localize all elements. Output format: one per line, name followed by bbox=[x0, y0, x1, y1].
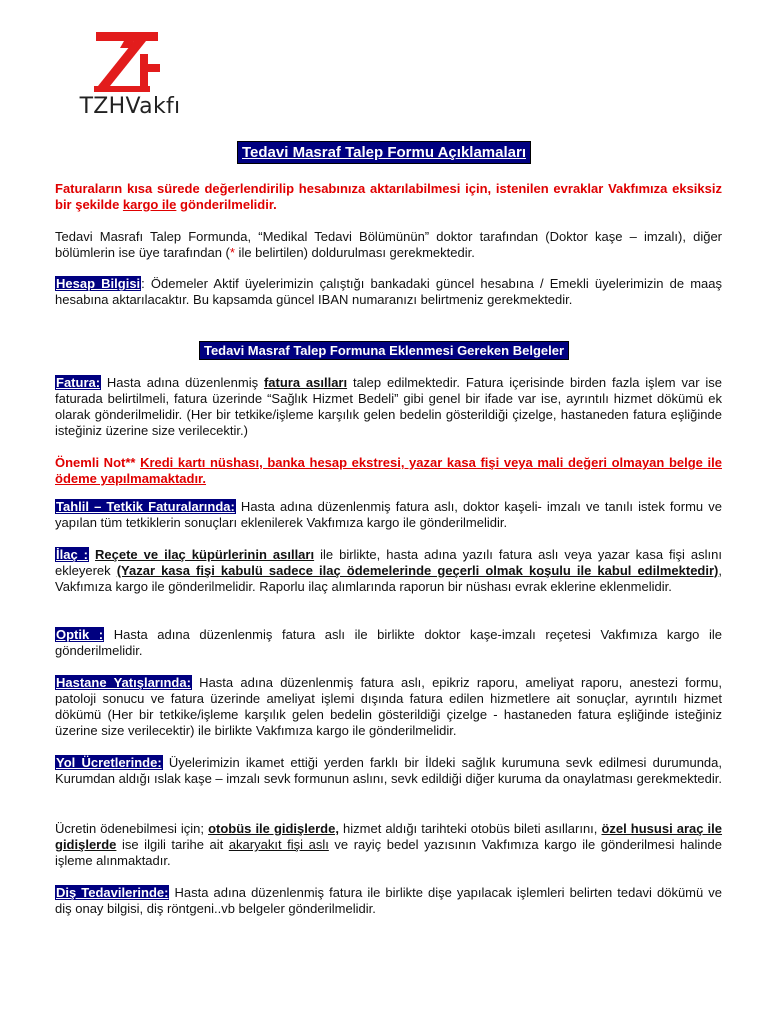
intro-warning: Faturaların kısa sürede değerlendirilip hesabınıza aktarılabilmesi için, istenilen evraklar Vakfımıza eksiksiz bir şekilde kargo ile gönderilmelidir. bbox=[55, 181, 722, 212]
dis-label: Diş Tedavilerinde: bbox=[56, 885, 169, 900]
required-star: * bbox=[229, 245, 235, 260]
yol-section: Yol Ücretlerinde: Üyelerimizin ikamet ettiği yerden farklı bir İldeki sağlık kurumuna sevk edilmesi durumunda, Kurumdan aldığı ıslak kaşe – imzalı sevk formunun aslını, sevk edildiği diğer kuruma da onaylatması gerekmektedir. bbox=[55, 755, 722, 786]
tahlil-label: Tahlil – Tetkik Faturalarında: bbox=[56, 499, 235, 514]
yol-label: Yol Ücretlerinde: bbox=[56, 755, 162, 770]
ilac-section: İlaç : Reçete ve ilaç küpürlerinin asılları ile birlikte, hasta adına yazılı fatura aslı veya yazar kasa fişi aslını ekleyerek (Yazar kasa fişi kabulü sadece ilaç ödemelerinde geçerli olmak koşulu ile kabul edilmektedir), Vakfımıza kargo ile gönderilmelidir. Raporlu ilaç alımlarında raporun bir nüshası evrak eklerine eklenmelidir. bbox=[55, 547, 723, 594]
hesap-label: Hesap Bilgisi bbox=[56, 276, 141, 291]
tzh-logo-mark-icon bbox=[90, 26, 170, 92]
hastane-label: Hastane Yatışlarında: bbox=[56, 675, 191, 690]
dis-section: Diş Tedavilerinde: Hasta adına düzenlenmiş fatura ile birlikte dişe yapılacak işlemleri belirten tedavi dökümü ve diş onay bilgisi, diş röntgeni..vb belgeler gönderilmelidir. bbox=[55, 885, 723, 916]
optik-section: Optik : Hasta adına düzenlenmiş fatura aslı ile birlikte doktor kaşe-imzalı reçetesi Vakfımıza kargo ile gönderilmelidir. bbox=[55, 627, 722, 658]
hastane-section: Hastane Yatışlarında: Hasta adına düzenlenmiş fatura aslı, epikriz raporu, ameliyat raporu, anestezi formu, patoloji sonucu ve fatura üzerinde ameliyat işlemi dışında fatura edilen hizmetlere ait sonuçlar, ayrıntılı hizmet dökümü (Her bir tetkike/işleme karşılık gelen bedelin gösterildiği çizelge - hastaneden fatura eşliğinde isteğiniz üzerine size verilecektir) ile birlikte Vakfımıza kargo ile gönderilmelidir. bbox=[55, 675, 723, 738]
tzh-logo bbox=[70, 26, 190, 126]
optik-label: Optik : bbox=[56, 627, 104, 642]
logo-text: TZHVakfı bbox=[79, 94, 181, 119]
tahlil-section: Tahlil – Tetkik Faturalarında: Hasta adına düzenlenmiş fatura aslı, doktor kaşeli- imzalı ve tanılı istek formu ve yapılan tüm tetkiklerin sonuçları eklenilerek Vakfımıza kargo ile gönderilmelidir. bbox=[55, 499, 723, 530]
section-subtitle: Tedavi Masraf Talep Formuna Eklenmesi Gereken Belgeler bbox=[199, 341, 569, 360]
important-note: Önemli Not** Kredi kartı nüshası, banka hesap ekstresi, yazar kasa fişi veya mali değeri olmayan belge ile ödeme yapılmamaktadır. bbox=[55, 455, 722, 486]
kargo-emphasis: kargo ile bbox=[122, 197, 177, 212]
ilac-label: İlaç : bbox=[56, 547, 89, 562]
intro-form-note: Tedavi Masrafı Talep Formunda, “Medikal Tedavi Bölümünün” doktor tarafından (Doktor kaşe – imzalı), diğer bölümlerin ise üye tarafından (* ile belirtilen) doldurulması gerekmektedir. bbox=[55, 229, 722, 260]
hesap-section: Hesap Bilgisi: Ödemeler Aktif üyelerimizin çalıştığı bankadaki güncel hesabına / Emekli üyelerimizin de maaş hesabına aktarılacaktır. Bu kapsamda güncel IBAN numaranızı belirtmeniz gerekmektedir. bbox=[55, 276, 723, 307]
ucret-section: Ücretin ödenebilmesi için; otobüs ile gidişlerde, hizmet aldığı tarihteki otobüs bileti asıllarını, özel hususi araç ile gidişlerde ise ilgili tarihe ait akaryakıt fişi aslı ve rayiç bedel yazısının Vakfımıza kargo ile gönderilmesi halinde işleme alınmaktadır. bbox=[55, 821, 723, 868]
fatura-label: Fatura: bbox=[56, 375, 101, 390]
page-title: Tedavi Masraf Talep Formu Açıklamaları bbox=[237, 141, 531, 164]
fatura-section: Fatura: Hasta adına düzenlenmiş fatura asılları talep edilmektedir. Fatura içerisinde birden fazla işlem var ise faturada belirtilmeli, fatura üzerinde “Sağlık Hizmet Bedeli” gibi genel bir ifade var ise, ayrıntılı hizmet dökümü ek olarak gönderilmelidir. (Her bir tetkike/işleme karşılık gelen bedelin gösterildiği çizelge, hastaneden fatura eşliğinde isteğiniz üzerine size verilecektir.) bbox=[55, 375, 722, 438]
